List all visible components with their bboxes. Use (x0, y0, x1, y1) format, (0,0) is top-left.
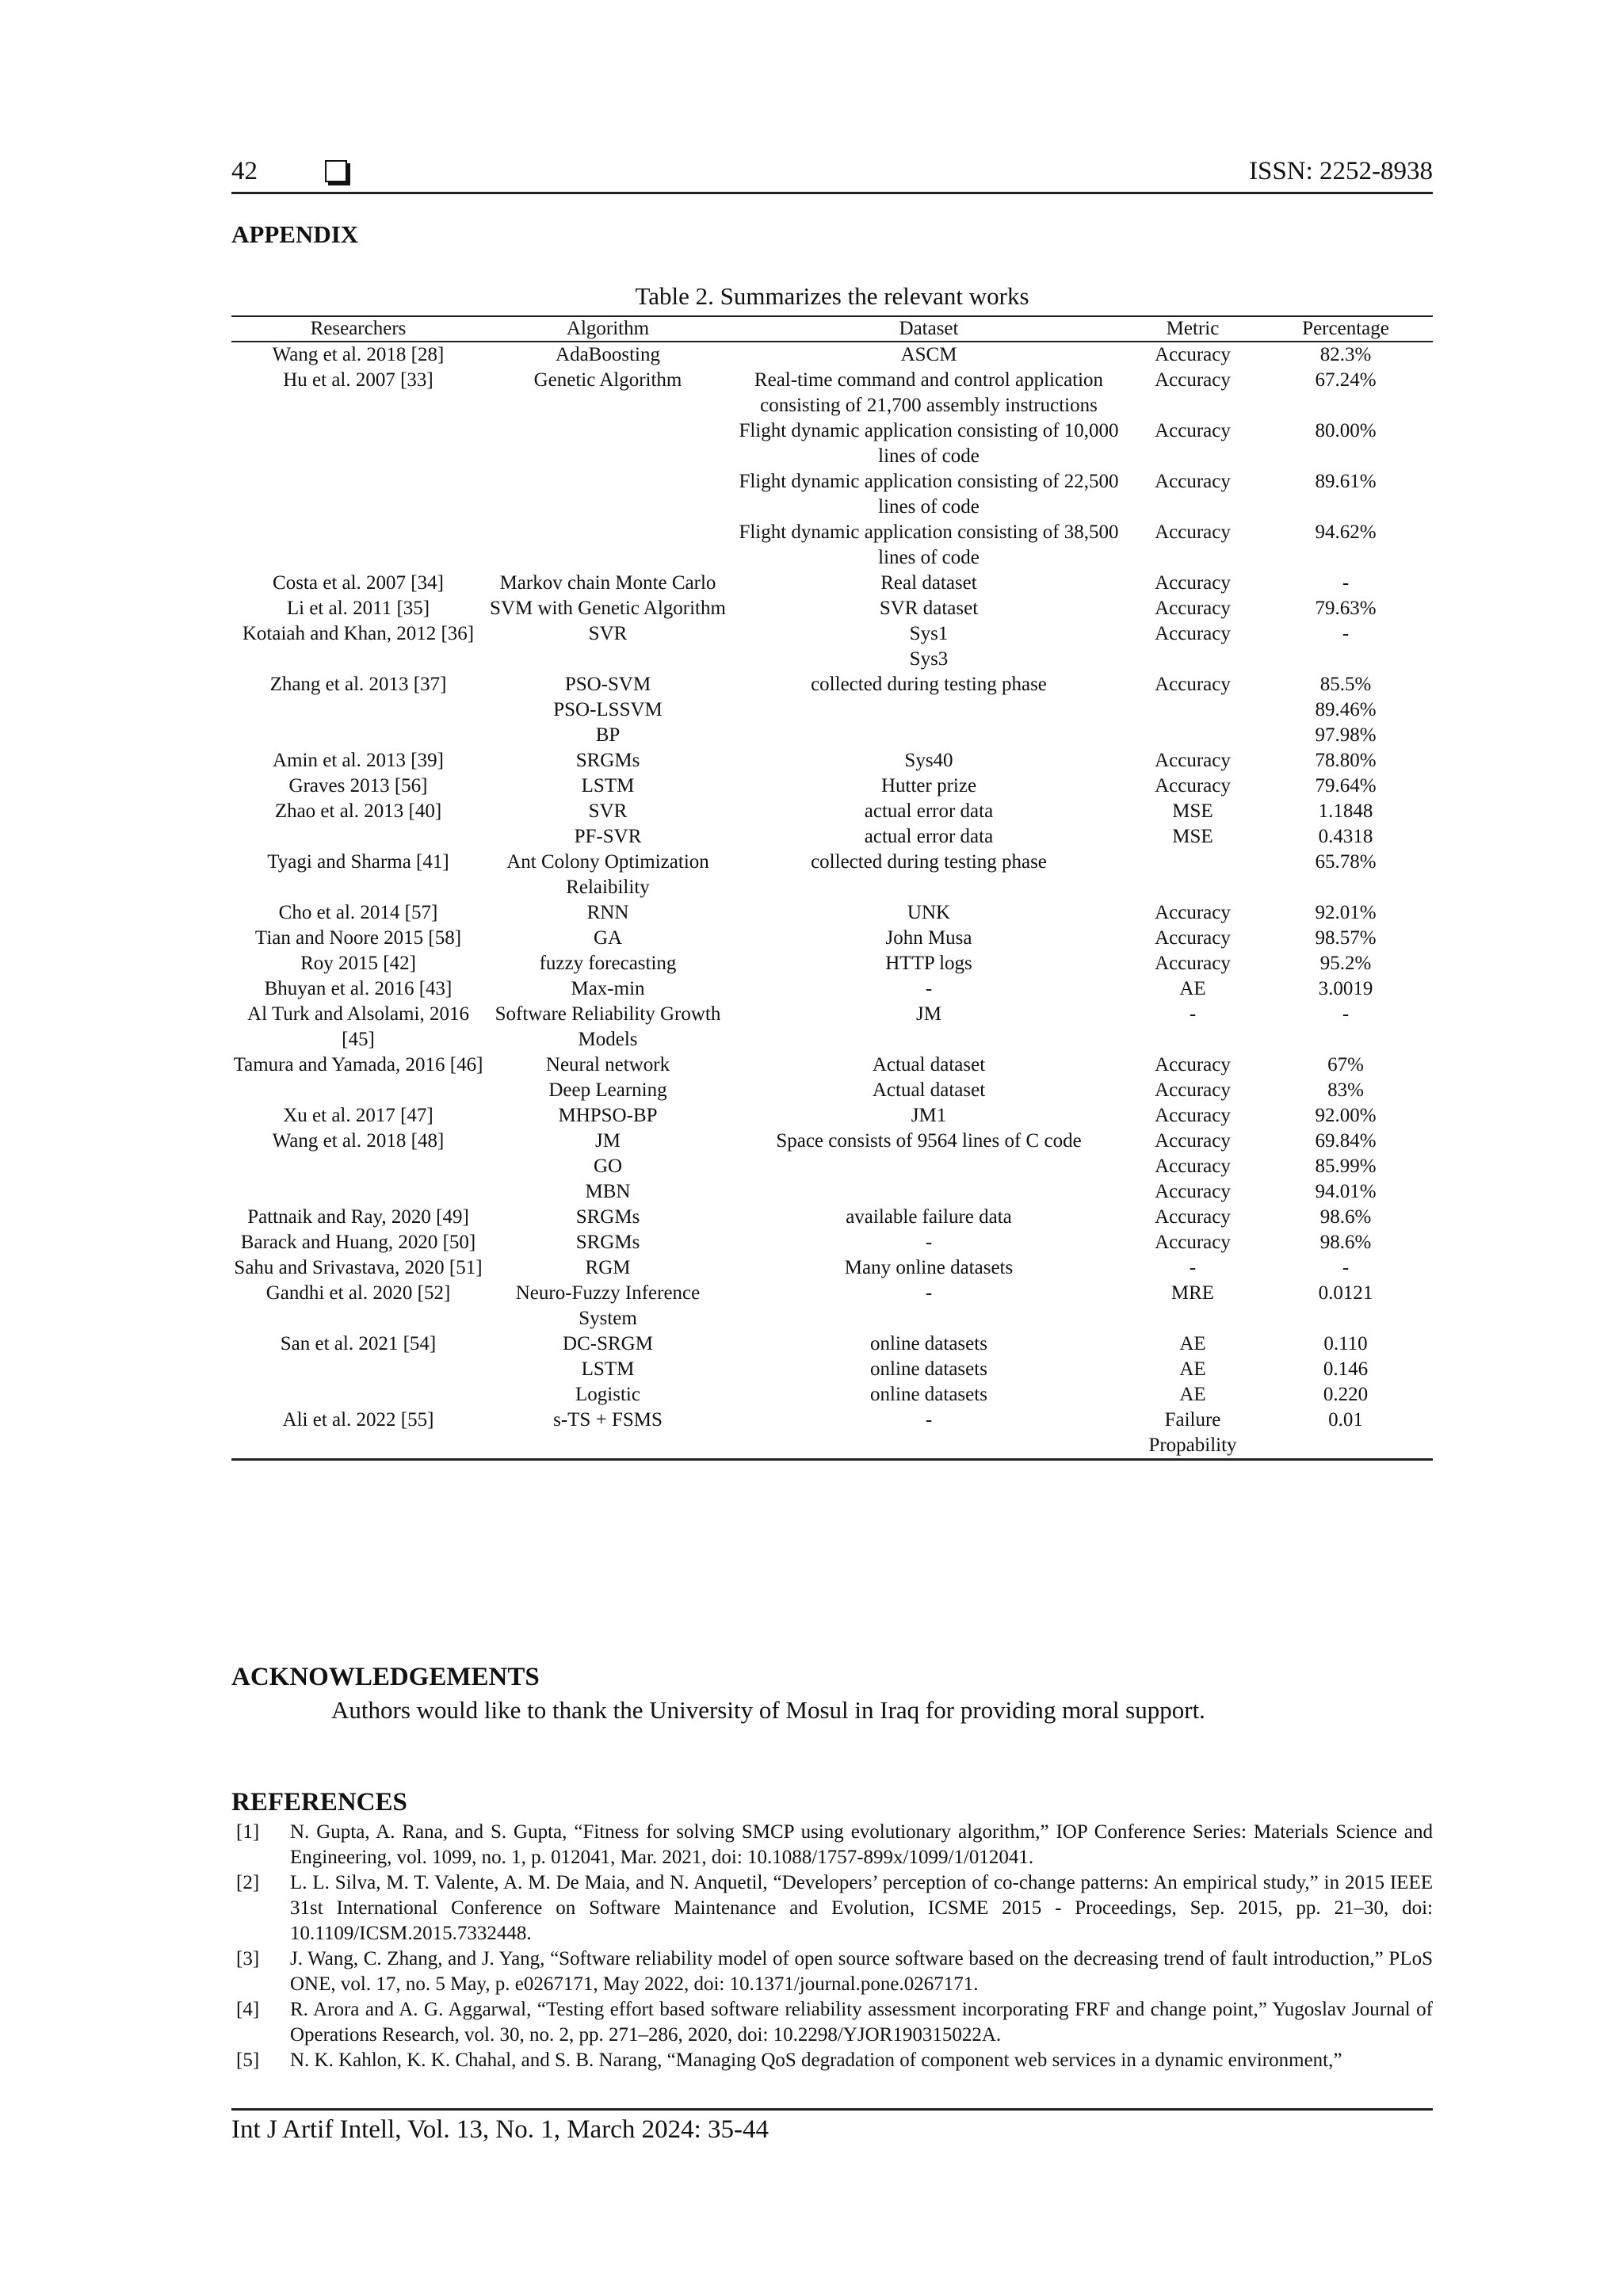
cell-researchers: Tyagi and Sharma [41] (267, 851, 449, 873)
cell-researchers: Barack and Huang, 2020 [50] (240, 1232, 476, 1253)
cell-metric: Failure Propability (1127, 1408, 1258, 1460)
column-header-researchers: Researchers (231, 316, 485, 342)
cell-algorithm: SVR PF-SVR (574, 800, 642, 847)
cell-metric: Accuracy (1155, 471, 1231, 492)
cell-metric: - (1189, 1003, 1197, 1025)
cell-dataset: Hutter prize (880, 775, 977, 797)
cell-metric: AE (1179, 978, 1206, 999)
cell-algorithm: SRGMs (575, 750, 640, 771)
table-row (231, 1103, 1433, 1129)
cell-researchers: Sahu and Srivastava, 2020 [51] (234, 1257, 483, 1278)
table-row (231, 1281, 1433, 1331)
reference-text: R. Arora and A. G. Aggarwal, “Testing effort based software reliability assessment incorporating FRF and change point,” Yugoslav Journal of Operations Research, vol. 30, no. 2, pp. 271–286, 2020, doi: 10.2298/YJOR190315022A. (290, 1999, 1433, 2046)
cell-researchers: Tian and Noore 2015 [58] (254, 927, 462, 949)
column-header-percentage: Percentage (1258, 316, 1433, 342)
reference-number: [4] (236, 1999, 260, 2020)
column-header-dataset: Dataset (731, 316, 1127, 342)
reference-item (231, 1870, 1433, 1946)
cell-metric: Accuracy (1155, 344, 1231, 365)
cell-metric: Accuracy (1155, 420, 1231, 441)
cell-algorithm: RGM (585, 1257, 631, 1278)
footer-citation: Int J Artif Intell, Vol. 13, No. 1, March 2024: 35-44 (231, 2115, 769, 2144)
cell-algorithm: LSTM (581, 775, 635, 797)
cell-dataset: Many online datasets (844, 1257, 1014, 1278)
cell-researchers: Costa et al. 2007 [34] (273, 572, 444, 594)
cell-dataset: JM1 (911, 1105, 947, 1126)
cell-researchers: Ali et al. 2022 [55] (231, 1408, 485, 1460)
cell-dataset: Flight dynamic application consisting of 38,500 lines of code (739, 521, 1119, 568)
relevant-works-table (231, 315, 1433, 1461)
issn-label: ISSN: 2252-8938 (1249, 157, 1433, 185)
cell-metric (1127, 850, 1258, 900)
table-row (231, 621, 1433, 672)
table-row (231, 926, 1433, 951)
cell-researchers: Li et al. 2011 [35] (286, 598, 430, 619)
cell-researchers: Xu et al. 2017 [47] (283, 1105, 433, 1126)
references-list (231, 1820, 1433, 2073)
cell-metric: Accuracy (1155, 1105, 1231, 1126)
reference-number: [2] (236, 1872, 260, 1893)
cell-percentage: 0.01 (1258, 1408, 1433, 1460)
table-row (231, 1129, 1433, 1205)
table-row (231, 469, 1433, 520)
table-row (231, 596, 1433, 621)
cell-algorithm (485, 520, 731, 571)
cell-algorithm: Software Reliability Growth Models (495, 1003, 721, 1050)
cell-researchers: Amin et al. 2013 [39] (273, 750, 444, 771)
cell-dataset: - (925, 1232, 933, 1253)
cell-researchers: Kotaiah and Khan, 2012 [36] (242, 623, 475, 644)
cell-algorithm: JM GO MBN (585, 1130, 631, 1202)
cell-percentage: 79.64% (1315, 775, 1377, 797)
cell-researchers: Bhuyan et al. 2016 [43] (264, 978, 453, 999)
cell-algorithm: SVR (588, 623, 628, 644)
cell-dataset: Sys40 (904, 750, 953, 771)
cell-metric: MSE MSE (1172, 800, 1213, 847)
cell-dataset: Flight dynamic application consisting of 10,000 lines of code (739, 420, 1119, 467)
cell-metric: Accuracy (1155, 521, 1231, 543)
table-row (231, 672, 1433, 748)
cell-percentage: 67.24% (1315, 369, 1377, 391)
cell-researchers: Roy 2015 [42] (300, 953, 416, 974)
cell-dataset: UNK (907, 902, 951, 923)
cell-dataset: collected during testing phase (811, 851, 1047, 873)
square-box-icon (325, 160, 347, 182)
cell-percentage: 85.5% 89.46% 97.98% (1315, 674, 1377, 746)
cell-percentage: 67% 83% (1327, 1054, 1364, 1101)
cell-metric: Accuracy (1155, 902, 1231, 923)
cell-researchers: Pattnaik and Ray, 2020 [49] (247, 1206, 469, 1228)
cell-dataset: John Musa (885, 927, 972, 949)
table-row (231, 418, 1433, 469)
reference-item (231, 2048, 1433, 2073)
cell-percentage: 98.57% (1315, 927, 1377, 949)
cell-algorithm: Ant Colony Optimization Relaibility (506, 851, 709, 898)
cell-dataset: ASCM (900, 344, 957, 365)
table-row (231, 1052, 1433, 1103)
cell-researchers (231, 418, 485, 469)
cell-dataset: - (925, 1282, 933, 1304)
cell-percentage: 65.78% (1315, 851, 1377, 873)
table-row (231, 951, 1433, 976)
cell-metric: Accuracy (1155, 953, 1231, 974)
cell-metric: Accuracy Accuracy Accuracy (1155, 1130, 1231, 1202)
page-number: 42 (231, 157, 258, 185)
cell-researchers (231, 469, 485, 520)
cell-researchers: Gandhi et al. 2020 [52] (265, 1282, 451, 1304)
cell-percentage: 69.84% 85.99% 94.01% (1315, 1130, 1377, 1202)
table-row (231, 1230, 1433, 1255)
cell-percentage: - (1342, 1003, 1350, 1025)
cell-dataset: available failure data (846, 1206, 1012, 1228)
cell-researchers (231, 520, 485, 571)
cell-dataset: Real dataset (880, 572, 977, 594)
table-row (231, 850, 1433, 900)
reference-text: N. K. Kahlon, K. K. Chahal, and S. B. Narang, “Managing QoS degradation of component web services in a dynamic environment,” (290, 2050, 1342, 2071)
cell-algorithm: AdaBoosting (556, 344, 660, 365)
cell-researchers: San et al. 2021 [54] (280, 1333, 437, 1354)
cell-percentage: 80.00% (1315, 420, 1377, 441)
cell-metric: AE AE AE (1179, 1333, 1206, 1405)
cell-researchers: Wang et al. 2018 [48] (272, 1130, 445, 1152)
cell-algorithm: RNN (586, 902, 629, 923)
cell-algorithm: SRGMs (575, 1232, 640, 1253)
cell-percentage: 98.6% (1319, 1206, 1372, 1228)
cell-researchers: Hu et al. 2007 [33] (283, 369, 433, 391)
reference-number: [5] (236, 2050, 260, 2071)
cell-dataset: - (731, 1408, 1127, 1460)
cell-percentage: 92.00% (1315, 1105, 1377, 1126)
cell-metric: Accuracy (1155, 1206, 1231, 1228)
column-header-metric: Metric (1127, 316, 1258, 342)
cell-algorithm: fuzzy forecasting (539, 953, 677, 974)
cell-researchers: Zhang et al. 2013 [37] (269, 674, 447, 695)
cell-algorithm: Neural network Deep Learning (545, 1054, 670, 1101)
cell-metric: - (1189, 1257, 1197, 1278)
table-row (231, 774, 1433, 799)
cell-percentage: 0.0121 (1318, 1282, 1373, 1304)
reference-number: [3] (236, 1948, 260, 1969)
cell-algorithm: Genetic Algorithm (533, 369, 682, 391)
cell-dataset: - (925, 978, 933, 999)
table-row (231, 900, 1433, 926)
cell-algorithm: Markov chain Monte Carlo (499, 572, 716, 594)
cell-percentage: 95.2% (1319, 953, 1372, 974)
table-row (231, 976, 1433, 1002)
cell-dataset: JM (916, 1003, 941, 1025)
table-row (231, 571, 1433, 596)
cell-percentage: 1.1848 0.4318 (1318, 800, 1373, 847)
cell-dataset: Real-time command and control application consisting of 21,700 assembly instructions (754, 369, 1104, 416)
cell-percentage: - (1342, 623, 1350, 644)
cell-algorithm: PSO-SVM PSO-LSSVM BP (553, 674, 663, 746)
cell-dataset: online datasets online datasets online datasets (870, 1333, 987, 1405)
reference-text: L. L. Silva, M. T. Valente, A. M. De Maia, and N. Anquetil, “Developers’ perception of co-change patterns: An empirical study,” in 2015 IEEE 31st International Conference on Software Maintenance and Evolution, ICSME 2015 - Proceedings, Sep. 2015, pp. 21–30, doi: 10.1109/ICSM.2015.7332448. (290, 1872, 1433, 1944)
cell-percentage: 92.01% (1315, 902, 1377, 923)
reference-item (231, 1997, 1433, 2048)
cell-metric: Accuracy (1155, 775, 1231, 797)
cell-metric: Accuracy (1155, 572, 1231, 594)
cell-algorithm: DC-SRGM LSTM Logistic (563, 1333, 653, 1405)
page-header (231, 152, 1433, 194)
appendix-heading: APPENDIX (231, 220, 359, 248)
cell-dataset: Actual dataset Actual dataset (872, 1054, 986, 1101)
table-row (231, 1331, 1433, 1408)
table-body (231, 342, 1433, 1460)
cell-algorithm: GA (593, 927, 623, 949)
cell-researchers: Cho et al. 2014 [57] (278, 902, 438, 923)
cell-percentage: 78.80% (1315, 750, 1377, 771)
cell-metric: Accuracy (1155, 927, 1231, 949)
table-row (231, 799, 1433, 850)
acknowledgements-heading: ACKNOWLEDGEMENTS (231, 1663, 540, 1691)
references-heading: REFERENCES (231, 1788, 407, 1817)
cell-dataset: Space consists of 9564 lines of C code (776, 1130, 1082, 1152)
cell-researchers: Graves 2013 [56] (288, 775, 428, 797)
cell-percentage: 3.0019 (1318, 978, 1373, 999)
cell-metric: Accuracy (1155, 674, 1231, 695)
table-caption: Table 2. Summarizes the relevant works (635, 282, 1029, 310)
cell-researchers: Tamura and Yamada, 2016 [46] (233, 1054, 483, 1075)
cell-metric: Accuracy (1155, 369, 1231, 391)
reference-text: N. Gupta, A. Rana, and S. Gupta, “Fitness for solving SMCP using evolutionary algorithm,” IOP Conference Series: Materials Science and Engineering, vol. 1099, no. 1, p. 012041, Mar. 2021, doi: 10.1088/1757-899x/1099/1/012041. (290, 1821, 1433, 1868)
cell-percentage: 94.62% (1315, 521, 1377, 543)
cell-percentage: 0.110 0.146 0.220 (1323, 1333, 1369, 1405)
cell-percentage: 82.3% (1319, 344, 1372, 365)
cell-dataset: collected during testing phase (811, 674, 1047, 695)
cell-researchers: Wang et al. 2018 [28] (272, 344, 445, 365)
table-row (231, 1408, 1433, 1460)
cell-dataset: Sys1 Sys3 (909, 623, 949, 670)
reference-item (231, 1946, 1433, 1997)
reference-text: J. Wang, C. Zhang, and J. Yang, “Software reliability model of open source software based on the decreasing trend of fault introduction,” PLoS ONE, vol. 17, no. 5 May, p. e0267171, May 2022, doi: 10.1371/journal.pone.0267171. (290, 1948, 1433, 1995)
reference-item (231, 1820, 1433, 1870)
table-row (231, 748, 1433, 774)
table-row (231, 1205, 1433, 1230)
cell-metric: Accuracy Accuracy (1155, 1054, 1231, 1101)
cell-metric: Accuracy (1155, 1232, 1231, 1253)
table-row (231, 520, 1433, 571)
cell-percentage: 79.63% (1315, 598, 1377, 619)
cell-metric: Accuracy (1155, 623, 1231, 644)
cell-algorithm: s-TS + FSMS (485, 1408, 731, 1460)
reference-number: [1] (236, 1821, 260, 1843)
cell-algorithm (485, 418, 731, 469)
cell-dataset: HTTP logs (885, 953, 972, 974)
cell-algorithm (485, 469, 731, 520)
table-row (231, 368, 1433, 418)
cell-algorithm: Neuro-Fuzzy Inference System (515, 1282, 701, 1329)
cell-percentage: 89.61% (1315, 471, 1377, 492)
cell-metric: Accuracy (1155, 750, 1231, 771)
acknowledgements-text: Authors would like to thank the University of Mosul in Iraq for providing moral support. (331, 1696, 1205, 1724)
table-row (231, 342, 1433, 368)
table-row (231, 1002, 1433, 1052)
column-header-algorithm: Algorithm (485, 316, 731, 342)
cell-algorithm: SRGMs (575, 1206, 640, 1228)
cell-metric: MRE (1170, 1282, 1215, 1304)
cell-researchers: Al Turk and Alsolami, 2016 [45] (247, 1003, 469, 1050)
cell-algorithm: SVM with Genetic Algorithm (490, 598, 726, 619)
cell-percentage: 98.6% (1319, 1232, 1372, 1253)
cell-researchers: Zhao et al. 2013 [40] (274, 800, 442, 822)
cell-algorithm: MHPSO-BP (558, 1105, 658, 1126)
cell-algorithm: Max-min (571, 978, 645, 999)
cell-percentage: - (1342, 572, 1350, 594)
table-header-row (231, 316, 1433, 342)
cell-dataset: SVR dataset (879, 598, 979, 619)
cell-metric: Accuracy (1155, 598, 1231, 619)
cell-dataset: Flight dynamic application consisting of 22,500 lines of code (739, 471, 1119, 518)
cell-dataset: actual error data actual error data (864, 800, 994, 847)
cell-percentage: - (1342, 1257, 1350, 1278)
page-footer (231, 2108, 1433, 2144)
table-row (231, 1255, 1433, 1281)
